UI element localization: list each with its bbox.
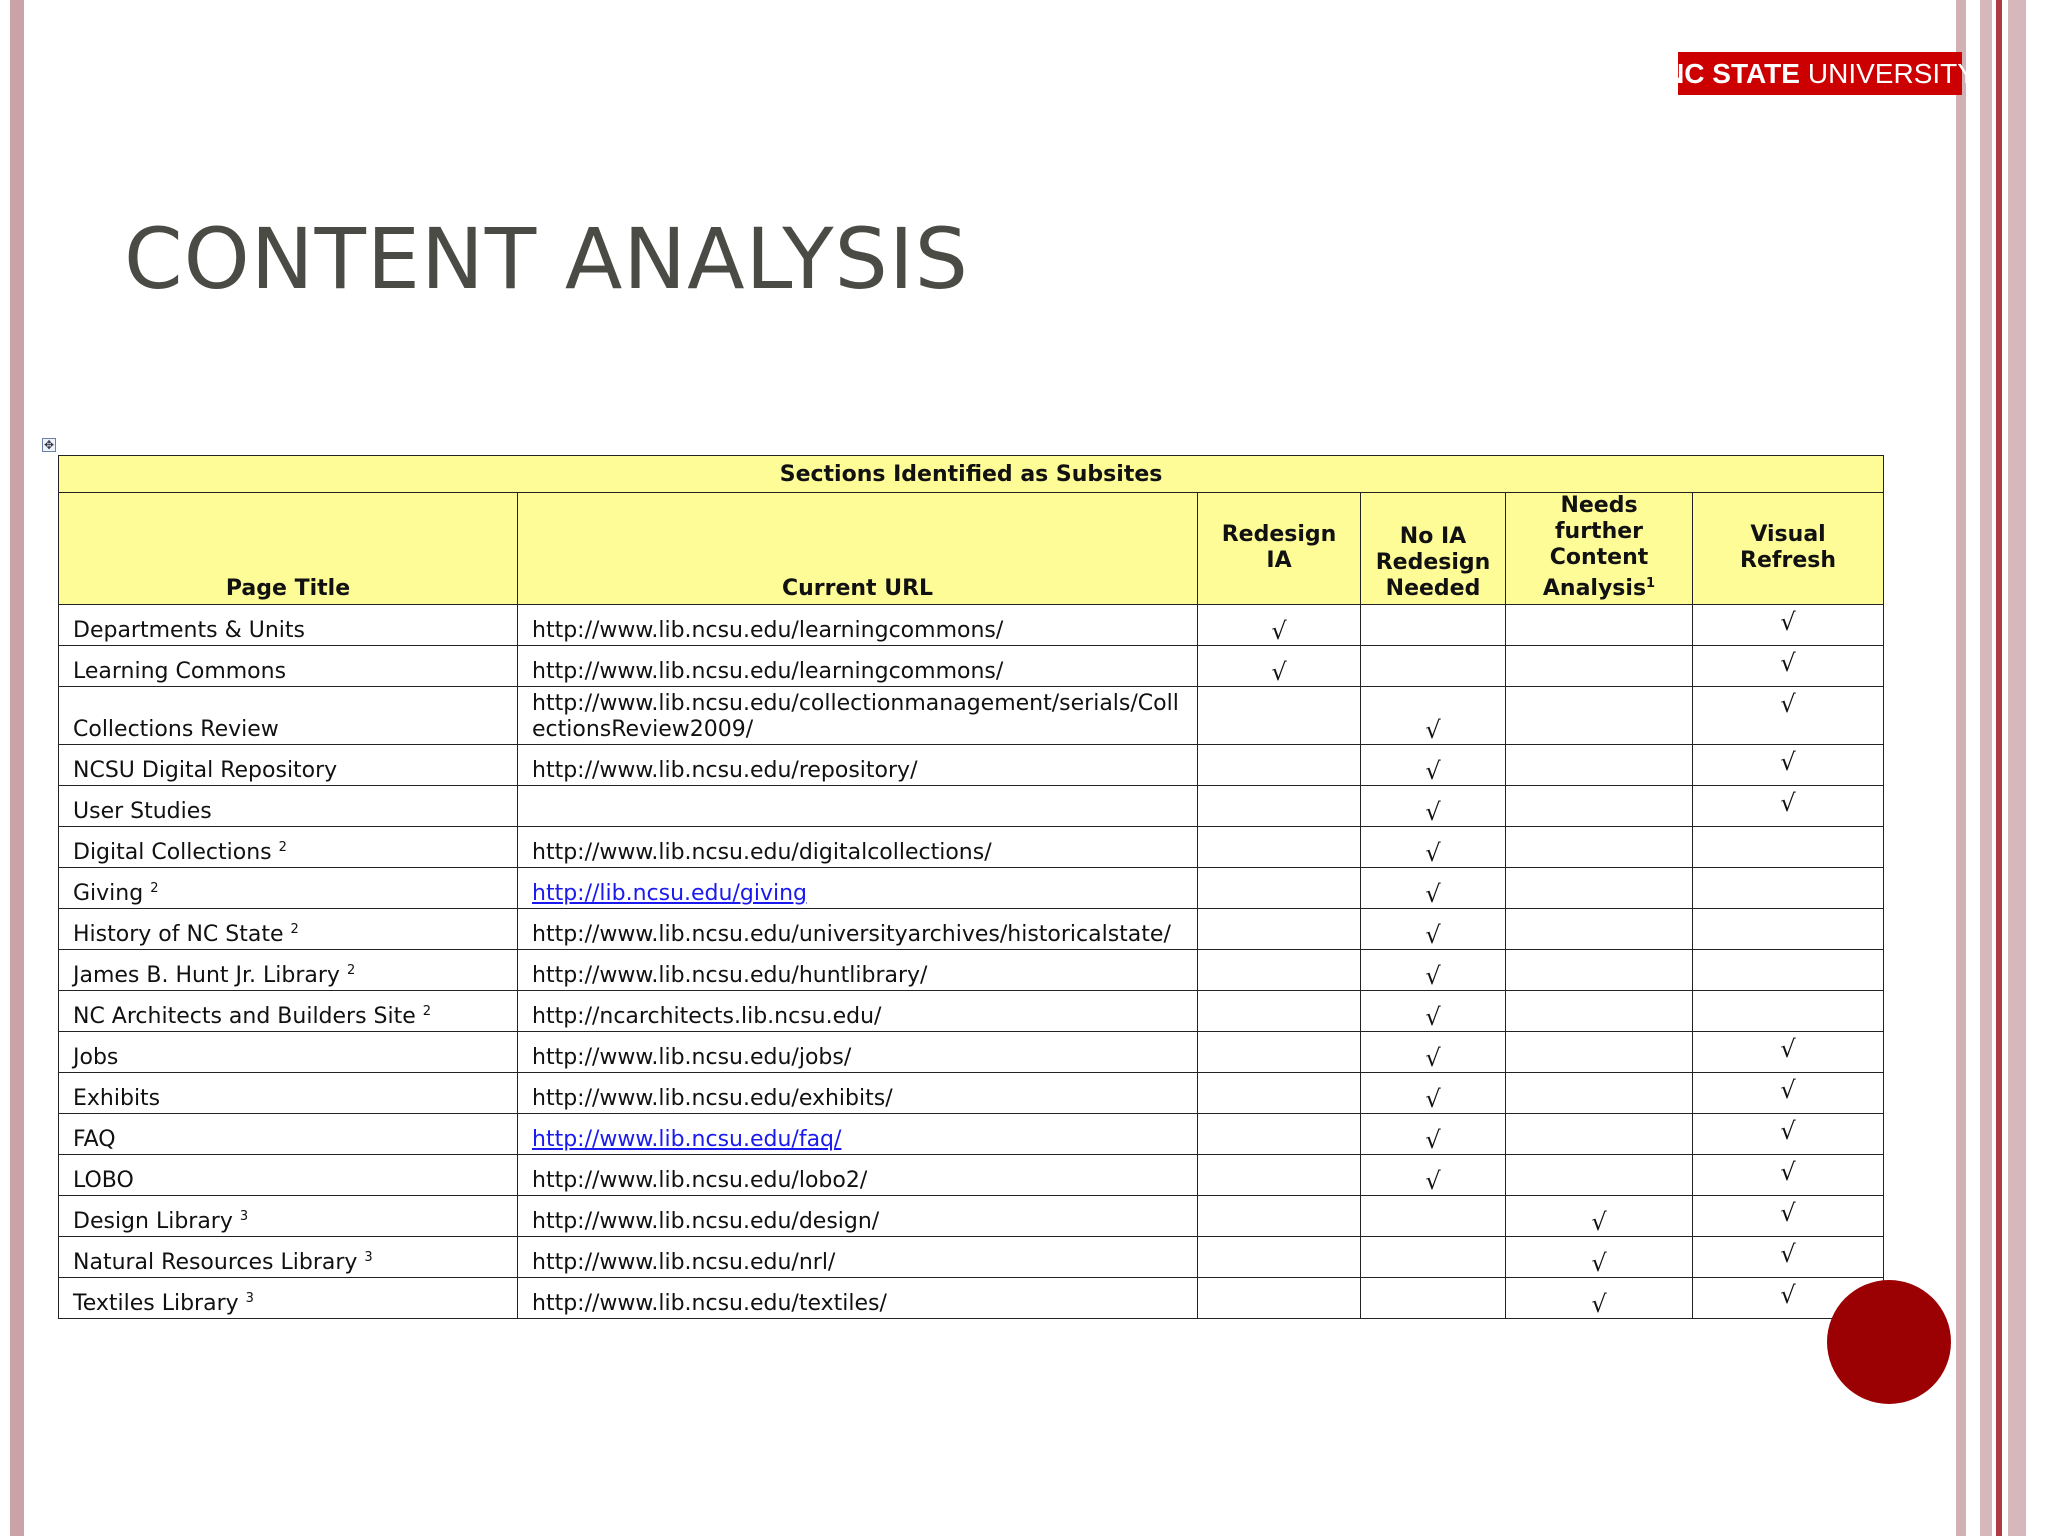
right-decor-bar xyxy=(1956,0,1966,1536)
cell-no-ia-redesign xyxy=(1361,1278,1506,1319)
check-mark-icon: √ xyxy=(1780,690,1796,718)
footnote-marker: 3 xyxy=(239,1209,249,1224)
cell-page-title xyxy=(59,827,518,868)
cell-redesign-ia xyxy=(1198,868,1361,909)
check-mark-icon: √ xyxy=(1591,1249,1607,1277)
footnote-marker: 3 xyxy=(364,1250,373,1265)
page-title-text: Textiles Library xyxy=(73,1291,239,1316)
cell-visual-refresh xyxy=(1693,687,1884,745)
url-text: http://www.lib.ncsu.edu/universityarchives/historicalstate/ xyxy=(532,922,1171,947)
url-text: http://www.lib.ncsu.edu/collectionmanagement/serials/CollectionsReview2009/ xyxy=(532,691,1179,742)
table-row xyxy=(59,605,1884,646)
cell-visual-refresh xyxy=(1693,605,1884,646)
logo-rest: UNIVERSITY xyxy=(1807,57,1976,89)
cell-page-title xyxy=(59,1278,518,1319)
url-text: http://www.lib.ncsu.edu/lobo2/ xyxy=(532,1168,868,1193)
check-mark-icon: √ xyxy=(1425,757,1441,785)
footnote-marker: 2 xyxy=(150,881,159,896)
cell-redesign-ia xyxy=(1198,827,1361,868)
url-text: http://www.lib.ncsu.edu/learningcommons/ xyxy=(532,659,1004,684)
cell-visual-refresh xyxy=(1693,646,1884,687)
cell-current-url xyxy=(518,605,1198,646)
cell-redesign-ia xyxy=(1198,745,1361,786)
check-mark-icon: √ xyxy=(1425,839,1441,867)
check-mark-icon: √ xyxy=(1425,1085,1441,1113)
check-mark-icon: √ xyxy=(1425,716,1441,744)
footnote-marker: 2 xyxy=(278,840,287,855)
cell-needs-further xyxy=(1506,1237,1693,1278)
cell-needs-further xyxy=(1506,950,1693,991)
cell-page-title xyxy=(59,950,518,991)
cell-needs-further xyxy=(1506,1278,1693,1319)
footnote-marker: 3 xyxy=(245,1291,254,1306)
cell-no-ia-redesign xyxy=(1361,605,1506,646)
slide-title: CONTENT ANALYSIS xyxy=(124,210,969,308)
table-body xyxy=(59,605,1884,1319)
cell-visual-refresh xyxy=(1693,909,1884,950)
cell-redesign-ia xyxy=(1198,1114,1361,1155)
page-title-text: LOBO xyxy=(73,1168,134,1193)
cell-visual-refresh xyxy=(1693,1237,1884,1278)
cell-page-title xyxy=(59,1237,518,1278)
url-text: http://ncarchitects.lib.ncsu.edu/ xyxy=(532,1004,882,1029)
cell-redesign-ia xyxy=(1198,687,1361,745)
col-header-page-title: Page Title xyxy=(59,493,518,605)
cell-no-ia-redesign xyxy=(1361,1114,1506,1155)
cell-no-ia-redesign xyxy=(1361,991,1506,1032)
cell-visual-refresh xyxy=(1693,991,1884,1032)
cell-needs-further xyxy=(1506,1114,1693,1155)
cell-redesign-ia xyxy=(1198,1278,1361,1319)
table-row xyxy=(59,991,1884,1032)
cell-current-url xyxy=(518,1155,1198,1196)
cell-needs-further xyxy=(1506,745,1693,786)
cell-page-title xyxy=(59,1196,518,1237)
cell-page-title xyxy=(59,786,518,827)
cell-needs-further xyxy=(1506,909,1693,950)
cell-no-ia-redesign xyxy=(1361,827,1506,868)
cell-current-url xyxy=(518,786,1198,827)
cell-visual-refresh xyxy=(1693,786,1884,827)
cell-visual-refresh xyxy=(1693,1155,1884,1196)
cell-current-url xyxy=(518,646,1198,687)
table-row xyxy=(59,909,1884,950)
table-row xyxy=(59,786,1884,827)
cell-page-title xyxy=(59,605,518,646)
cell-needs-further xyxy=(1506,1196,1693,1237)
cell-current-url xyxy=(518,1114,1198,1155)
cell-no-ia-redesign xyxy=(1361,1032,1506,1073)
cell-no-ia-redesign xyxy=(1361,786,1506,827)
accent-circle xyxy=(1827,1280,1951,1404)
nc-state-logo xyxy=(1664,52,1976,95)
cell-no-ia-redesign xyxy=(1361,1073,1506,1114)
check-mark-icon: √ xyxy=(1780,649,1796,677)
table-row xyxy=(59,827,1884,868)
cell-page-title xyxy=(59,745,518,786)
url-text: http://www.lib.ncsu.edu/exhibits/ xyxy=(532,1086,893,1111)
check-mark-icon: √ xyxy=(1425,1044,1441,1072)
cell-redesign-ia xyxy=(1198,1032,1361,1073)
right-decor-bar xyxy=(1980,0,1992,1536)
table-row xyxy=(59,1155,1884,1196)
right-decor-bar xyxy=(2008,0,2026,1536)
url-text: http://www.lib.ncsu.edu/learningcommons/ xyxy=(532,618,1004,643)
cell-current-url xyxy=(518,745,1198,786)
check-mark-icon: √ xyxy=(1591,1208,1607,1236)
check-mark-icon: √ xyxy=(1425,798,1441,826)
cell-needs-further xyxy=(1506,991,1693,1032)
check-mark-icon: √ xyxy=(1425,1003,1441,1031)
cell-needs-further xyxy=(1506,687,1693,745)
footnote-marker: 1 xyxy=(1646,576,1656,591)
url-text: http://www.lib.ncsu.edu/jobs/ xyxy=(532,1045,852,1070)
cell-needs-further xyxy=(1506,605,1693,646)
cell-redesign-ia xyxy=(1198,991,1361,1032)
cell-redesign-ia xyxy=(1198,786,1361,827)
subsites-table xyxy=(58,455,1884,1319)
cell-page-title xyxy=(59,1155,518,1196)
cell-current-url xyxy=(518,868,1198,909)
cell-page-title xyxy=(59,868,518,909)
cell-redesign-ia xyxy=(1198,605,1361,646)
cell-current-url xyxy=(518,991,1198,1032)
check-mark-icon: √ xyxy=(1425,921,1441,949)
table-row xyxy=(59,868,1884,909)
url-text: http://www.lib.ncsu.edu/repository/ xyxy=(532,758,918,783)
logo-strong: NC STATE xyxy=(1664,57,1800,89)
cell-visual-refresh xyxy=(1693,745,1884,786)
cell-needs-further xyxy=(1506,868,1693,909)
cell-page-title xyxy=(59,1073,518,1114)
url-link[interactable]: http://lib.ncsu.edu/giving xyxy=(532,881,807,906)
url-text: http://www.lib.ncsu.edu/design/ xyxy=(532,1209,880,1234)
cell-no-ia-redesign xyxy=(1361,687,1506,745)
page-title-text: Giving xyxy=(73,881,144,906)
table-row xyxy=(59,1237,1884,1278)
cell-current-url xyxy=(518,1073,1198,1114)
check-mark-icon: √ xyxy=(1780,748,1796,776)
col-header-visual-refresh: Visual Refresh xyxy=(1693,493,1884,605)
col-header-current-url: Current URL xyxy=(518,493,1198,605)
page-title-text: Jobs xyxy=(73,1045,119,1070)
cell-needs-further xyxy=(1506,1032,1693,1073)
footnote-marker: 2 xyxy=(346,963,356,978)
cell-visual-refresh xyxy=(1693,1032,1884,1073)
cell-page-title xyxy=(59,646,518,687)
cell-no-ia-redesign xyxy=(1361,1237,1506,1278)
footnote-marker: 2 xyxy=(422,1004,432,1019)
url-text: http://www.lib.ncsu.edu/nrl/ xyxy=(532,1250,836,1275)
check-mark-icon: √ xyxy=(1425,1126,1441,1154)
cell-page-title xyxy=(59,1032,518,1073)
cell-current-url xyxy=(518,950,1198,991)
cell-visual-refresh xyxy=(1693,1196,1884,1237)
cell-visual-refresh xyxy=(1693,827,1884,868)
check-mark-icon: √ xyxy=(1780,1199,1796,1227)
cell-visual-refresh xyxy=(1693,1073,1884,1114)
table-row xyxy=(59,687,1884,745)
col-header-redesign-ia: Redesign IA xyxy=(1198,493,1361,605)
table-caption: Sections Identified as Subsites xyxy=(59,456,1884,493)
url-text: http://www.lib.ncsu.edu/digitalcollections/ xyxy=(532,840,992,865)
cell-redesign-ia xyxy=(1198,646,1361,687)
check-mark-icon: √ xyxy=(1425,1167,1441,1195)
cell-visual-refresh xyxy=(1693,868,1884,909)
cell-no-ia-redesign xyxy=(1361,950,1506,991)
page-title-text: James B. Hunt Jr. Library xyxy=(73,963,340,988)
check-mark-icon: √ xyxy=(1780,1281,1796,1309)
check-mark-icon: √ xyxy=(1425,880,1441,908)
page-title-text: Natural Resources Library xyxy=(73,1250,358,1275)
cell-visual-refresh xyxy=(1693,950,1884,991)
cell-needs-further xyxy=(1506,786,1693,827)
cell-redesign-ia xyxy=(1198,909,1361,950)
cell-redesign-ia xyxy=(1198,1073,1361,1114)
cell-redesign-ia xyxy=(1198,950,1361,991)
cell-redesign-ia xyxy=(1198,1196,1361,1237)
page-title-text: Design Library xyxy=(73,1209,233,1234)
right-decor-bar xyxy=(1996,0,2002,1536)
cell-needs-further xyxy=(1506,646,1693,687)
cell-no-ia-redesign xyxy=(1361,1155,1506,1196)
cell-current-url xyxy=(518,827,1198,868)
check-mark-icon: √ xyxy=(1271,617,1287,645)
check-mark-icon: √ xyxy=(1780,1035,1796,1063)
page-title-text: Departments & Units xyxy=(73,618,305,643)
cell-redesign-ia xyxy=(1198,1237,1361,1278)
table-row xyxy=(59,646,1884,687)
check-mark-icon: √ xyxy=(1591,1290,1607,1318)
cell-current-url xyxy=(518,1237,1198,1278)
url-link[interactable]: http://www.lib.ncsu.edu/faq/ xyxy=(532,1127,842,1152)
page-title-text: FAQ xyxy=(73,1127,116,1152)
check-mark-icon: √ xyxy=(1425,962,1441,990)
check-mark-icon: √ xyxy=(1271,658,1287,686)
url-text: http://www.lib.ncsu.edu/textiles/ xyxy=(532,1291,887,1316)
page-title-text: History of NC State xyxy=(73,922,284,947)
page-title-text: Learning Commons xyxy=(73,659,287,684)
url-text: http://www.lib.ncsu.edu/huntlibrary/ xyxy=(532,963,928,988)
check-mark-icon: √ xyxy=(1780,789,1796,817)
cell-visual-refresh xyxy=(1693,1114,1884,1155)
cell-current-url xyxy=(518,1032,1198,1073)
page-title-text: NCSU Digital Repository xyxy=(73,758,338,783)
table-row xyxy=(59,1278,1884,1319)
check-mark-icon: √ xyxy=(1780,1117,1796,1145)
cell-current-url xyxy=(518,687,1198,745)
table-row xyxy=(59,1032,1884,1073)
cell-redesign-ia xyxy=(1198,1155,1361,1196)
cell-needs-further xyxy=(1506,1155,1693,1196)
col-header-needs-further-text: Needs further Content Analysis xyxy=(1542,493,1649,601)
cell-no-ia-redesign xyxy=(1361,909,1506,950)
table-row xyxy=(59,1114,1884,1155)
page-title-text: User Studies xyxy=(73,799,212,824)
cell-no-ia-redesign xyxy=(1361,646,1506,687)
cell-page-title xyxy=(59,991,518,1032)
cell-current-url xyxy=(518,1278,1198,1319)
table-row xyxy=(59,1073,1884,1114)
table-row xyxy=(59,745,1884,786)
check-mark-icon: √ xyxy=(1780,1076,1796,1104)
cell-page-title xyxy=(59,1114,518,1155)
cell-current-url xyxy=(518,909,1198,950)
cell-needs-further xyxy=(1506,827,1693,868)
page-title-text: Collections Review xyxy=(73,717,279,742)
check-mark-icon: √ xyxy=(1780,1240,1796,1268)
footnote-marker: 2 xyxy=(290,922,299,937)
cell-page-title xyxy=(59,909,518,950)
page-title-text: Exhibits xyxy=(73,1086,161,1111)
cell-page-title xyxy=(59,687,518,745)
check-mark-icon: √ xyxy=(1780,608,1796,636)
page-title-text: Digital Collections xyxy=(73,840,272,865)
table-move-handle-icon[interactable]: ✥ xyxy=(43,438,55,452)
col-header-needs-further-analysis xyxy=(1506,493,1693,605)
table-row xyxy=(59,1196,1884,1237)
cell-no-ia-redesign xyxy=(1361,745,1506,786)
table-row xyxy=(59,950,1884,991)
col-header-no-ia-redesign: No IA Redesign Needed xyxy=(1361,493,1506,605)
cell-needs-further xyxy=(1506,1073,1693,1114)
cell-current-url xyxy=(518,1196,1198,1237)
check-mark-icon: √ xyxy=(1780,1158,1796,1186)
table-viewport xyxy=(58,455,1884,1318)
page-title-text: NC Architects and Builders Site xyxy=(73,1004,416,1029)
left-decor-bar xyxy=(10,0,24,1536)
cell-no-ia-redesign xyxy=(1361,868,1506,909)
cell-no-ia-redesign xyxy=(1361,1196,1506,1237)
